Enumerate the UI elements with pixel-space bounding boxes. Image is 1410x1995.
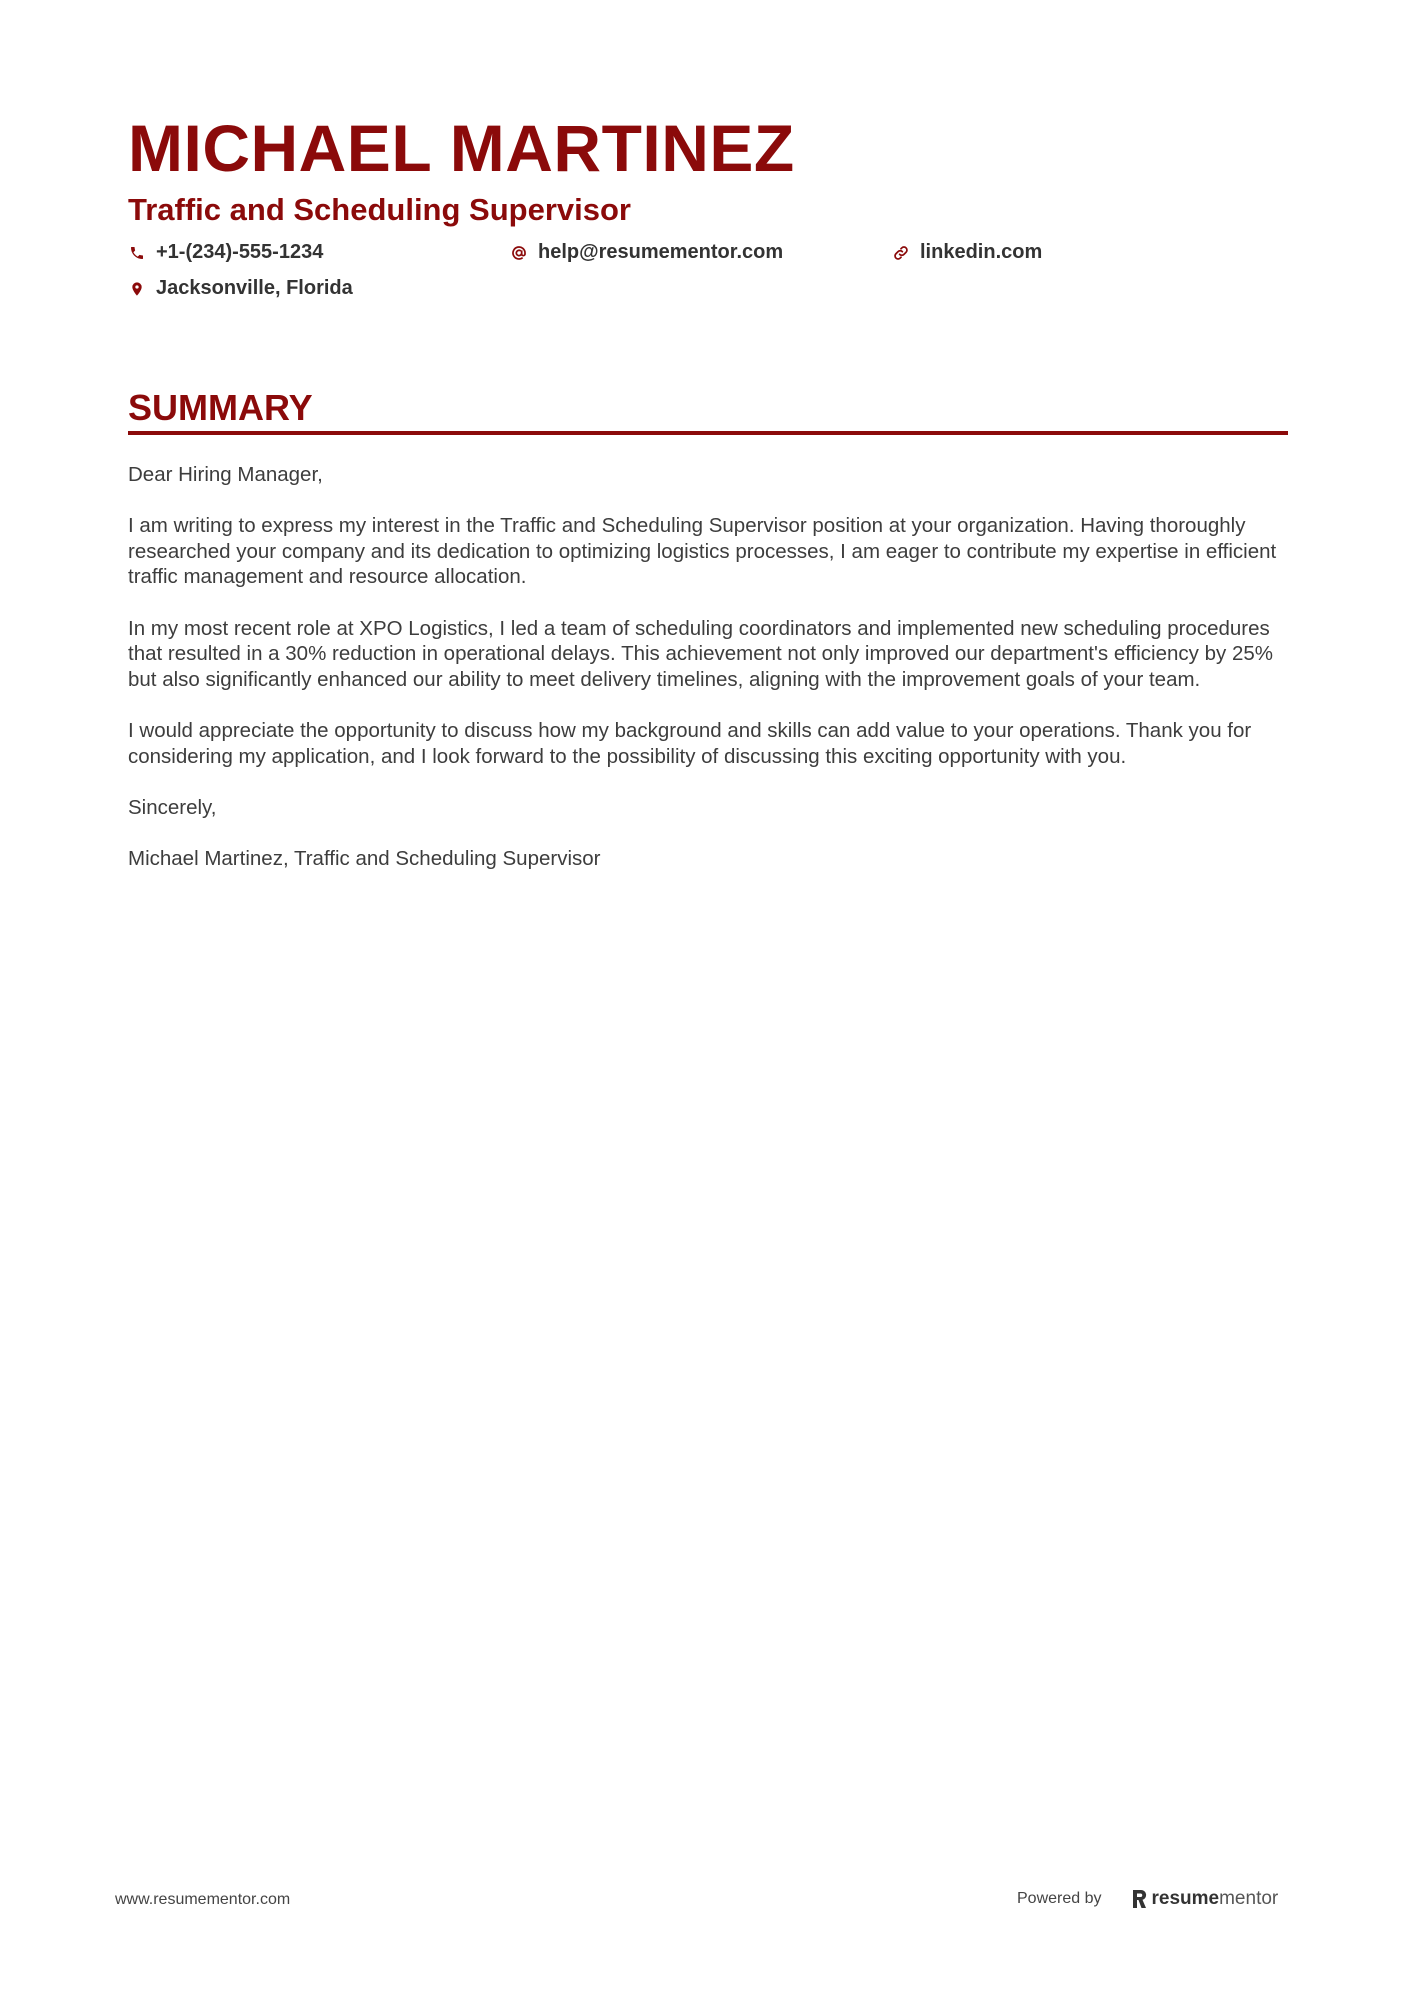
contact-email[interactable] xyxy=(510,241,783,264)
contact-location-text: Jacksonville, Florida xyxy=(156,277,353,299)
letter-paragraph: I am writing to express my interest in the Traffic and Scheduling Supervisor position at your organization. Having thoroughly researched your company and its dedication to optimizing logistics processes, I am eager to contribute my expertise in efficient traffic management and resource allocation. xyxy=(128,514,1277,589)
footer-powered-by xyxy=(1017,1888,1278,1910)
contact-linkedin[interactable] xyxy=(892,241,1042,264)
brand-name-part1: resume xyxy=(1151,1888,1220,1909)
contact-phone xyxy=(128,241,323,264)
candidate-role: Traffic and Scheduling Supervisor xyxy=(128,192,631,227)
contact-linkedin-text[interactable]: linkedin.com xyxy=(920,241,1043,263)
section-title-summary: SUMMARY xyxy=(128,387,313,428)
cover-letter-body xyxy=(128,462,1298,897)
candidate-name: MICHAEL MARTINEZ xyxy=(128,111,795,185)
at-icon xyxy=(510,244,528,262)
brand-name-part2: mentor xyxy=(1219,1888,1279,1909)
brand-logo[interactable] xyxy=(1132,1888,1279,1910)
letter-closing: Sincerely, xyxy=(128,795,217,819)
letter-greeting: Dear Hiring Manager, xyxy=(128,463,323,486)
contact-email-text[interactable]: help@resumementor.com xyxy=(538,241,784,263)
section-divider xyxy=(128,431,1288,435)
letter-signature: Michael Martinez, Traffic and Scheduling Supervisor xyxy=(128,846,601,870)
letter-paragraph: In my most recent role at XPO Logistics, I led a team of scheduling coordinators and implemented new scheduling procedures that resulted in a 30% reduction in operational delays. This achievement not only improved our department's efficiency by 25% but also significantly enhanced our ability to meet delivery timelines, aligning with the improvement goals of your team. xyxy=(128,616,1273,691)
footer-website[interactable]: www.resumementor.com xyxy=(115,1891,291,1908)
powered-by-label: Powered by xyxy=(1017,1890,1102,1907)
resumementor-logo-icon xyxy=(1132,1889,1148,1909)
letter-paragraph: I would appreciate the opportunity to discuss how my background and skills can add value to your operations. Thank you for considering my application, and I look forward to the possibility of discussing this exciting opportunity with you. xyxy=(128,718,1252,768)
map-pin-icon xyxy=(128,280,146,298)
contact-location xyxy=(128,277,353,300)
phone-icon xyxy=(128,244,146,262)
link-icon xyxy=(892,244,910,262)
contact-phone-text: +1-(234)-555-1234 xyxy=(156,241,324,263)
